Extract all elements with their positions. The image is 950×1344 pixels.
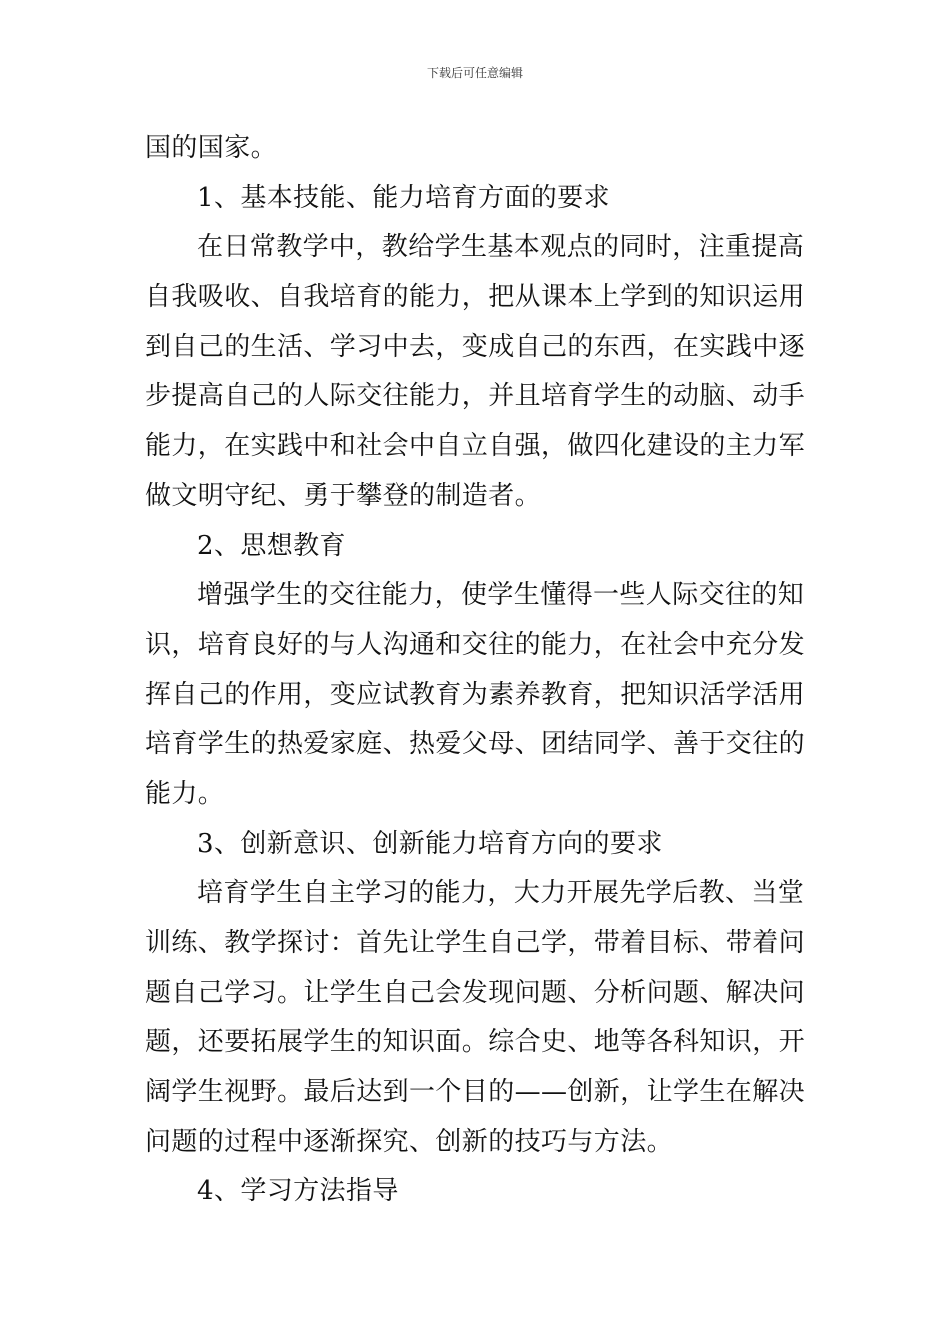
text-line: 能力。 [145,778,225,809]
text-line: 阔学生视野。最后达到一个目的——创新，让学生在解决 [145,1077,806,1108]
text-line: 问题的过程中逐渐探究、创新的技巧与方法。 [145,1126,674,1157]
paragraph-first-line: 增强学生的交往能力，使学生懂得一些人际交往的知 [197,580,805,611]
document-body [145,124,810,1217]
text-line: 培育学生的热爱家庭、热爱父母、团结同学、善于交往的 [145,729,806,760]
section-heading: 2、思想教育 [197,530,346,561]
page-header-note: 下载后可任意编辑 [426,66,523,80]
text-line: 挥自己的作用，变应试教育为素养教育，把知识活学活用 [145,679,806,710]
section-heading: 1、基本技能、能力培育方面的要求 [197,182,610,213]
text-line: 到自己的生活、学习中去，变成自己的东西，在实践中逐 [145,331,806,362]
section-heading: 3、创新意识、创新能力培育方向的要求 [197,828,663,859]
text-line: 做文明守纪、勇于攀登的制造者。 [145,480,542,511]
text-line: 训练、教学探讨：首先让学生自己学，带着目标、带着问 [145,928,806,958]
text-line: 识，培育良好的与人沟通和交往的能力，在社会中充分发 [145,629,806,660]
text-line: 题自己学习。让学生自己会发现问题、分析问题、解决问 [145,977,806,1008]
text-line: 国的国家。 [145,133,278,163]
paragraph-first-line: 培育学生自主学习的能力，大力开展先学后教、当堂 [197,878,805,909]
text-line: 步提高自己的人际交往能力，并且培育学生的动脑、动手 [145,381,806,412]
paragraph-first-line: 在日常教学中，教给学生基本观点的同时，注重提高 [197,232,805,263]
text-line: 题，还要拓展学生的知识面。综合史、地等各科知识，开 [145,1027,806,1058]
section-heading: 4、学习方法指导 [197,1176,399,1207]
text-line: 自我吸收、自我培育的能力，把从课本上学到的知识运用 [145,282,806,313]
text-line: 能力，在实践中和社会中自立自强，做四化建设的主力军 [145,431,806,462]
